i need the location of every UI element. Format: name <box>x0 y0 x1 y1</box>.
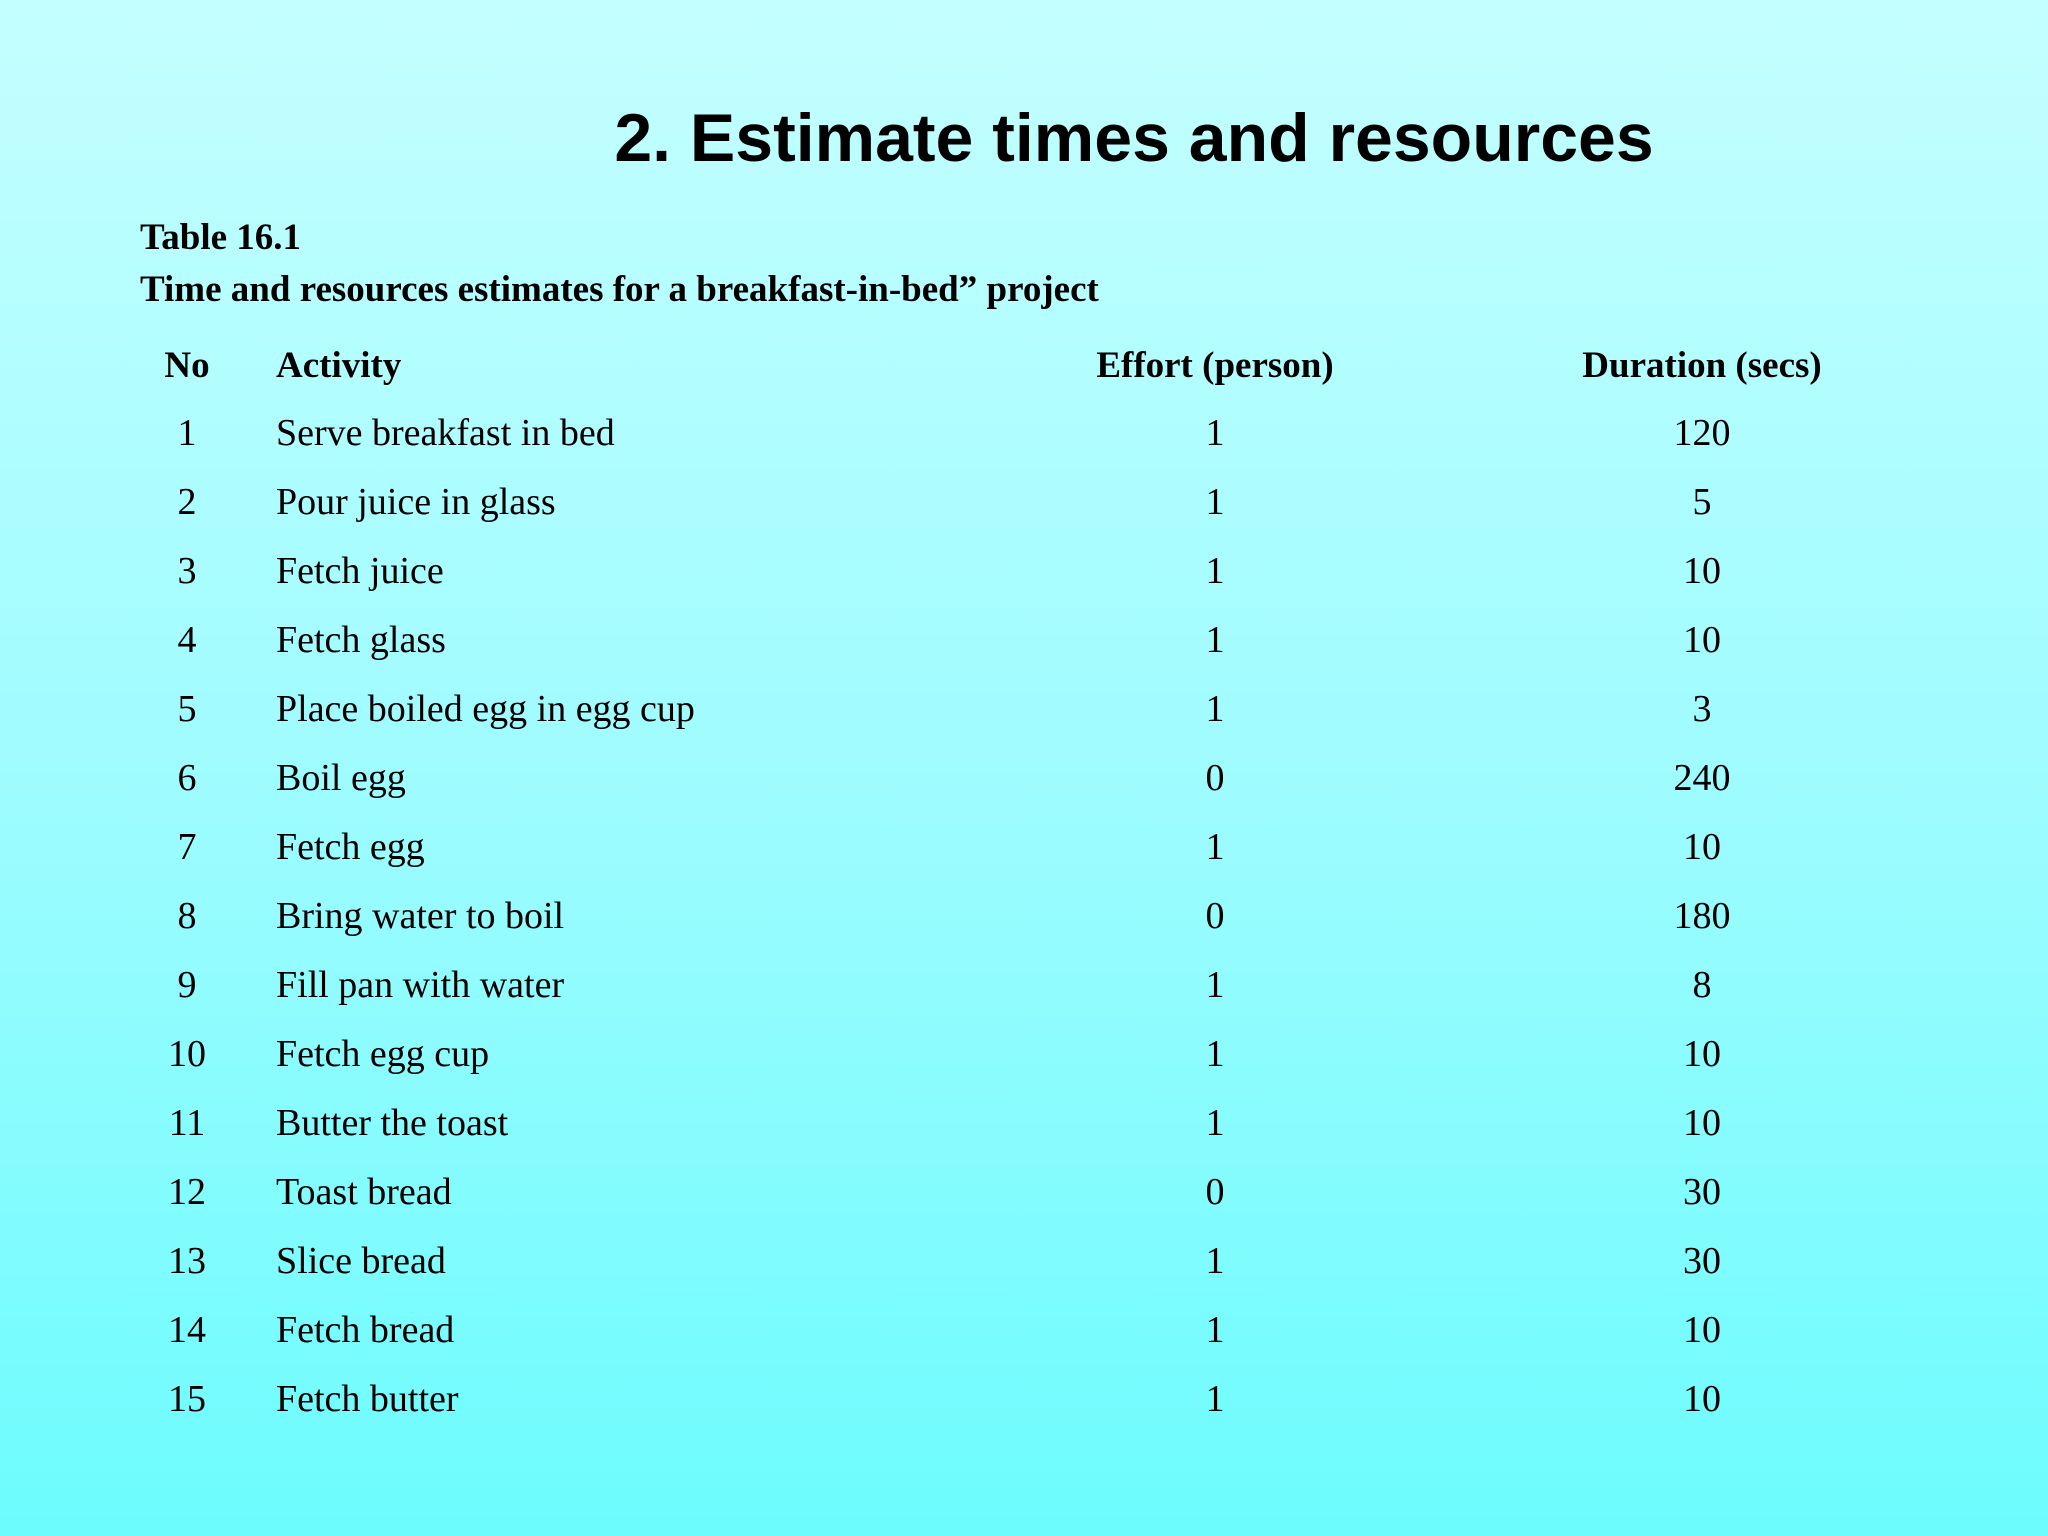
table-label: Table 16.1 <box>140 217 302 258</box>
table-row <box>0 819 2048 888</box>
table-row <box>0 474 2048 543</box>
cell-no: 12 <box>168 1171 206 1213</box>
table-row <box>0 1302 2048 1371</box>
cell-activity: Fetch egg <box>276 826 425 868</box>
cell-activity: Pour juice in glass <box>276 481 556 523</box>
cell-activity: Serve breakfast in bed <box>276 412 615 454</box>
cell-duration: 10 <box>1683 1378 1721 1420</box>
cell-no: 1 <box>177 412 197 454</box>
header-no: No <box>164 345 210 386</box>
cell-activity: Toast bread <box>276 1171 452 1213</box>
table-row <box>0 1233 2048 1302</box>
table-row <box>0 957 2048 1026</box>
cell-duration: 240 <box>1673 757 1731 799</box>
cell-no: 5 <box>177 688 197 730</box>
cell-no: 2 <box>177 481 197 523</box>
cell-no: 10 <box>168 1033 206 1075</box>
cell-duration: 180 <box>1673 895 1731 937</box>
cell-activity: Fetch glass <box>276 619 446 661</box>
cell-no: 14 <box>168 1309 206 1351</box>
table-row <box>0 405 2048 474</box>
table-row <box>0 888 2048 957</box>
table-caption: Time and resources estimates for a breakfast-in-bed” project <box>140 269 1099 310</box>
slide-title: 2. Estimate times and resources <box>614 100 1654 176</box>
cell-effort: 1 <box>1205 550 1225 592</box>
cell-no: 3 <box>177 550 197 592</box>
cell-no: 13 <box>168 1240 206 1282</box>
cell-duration: 10 <box>1683 1033 1721 1075</box>
cell-effort: 0 <box>1205 757 1225 799</box>
table-row <box>0 543 2048 612</box>
cell-no: 4 <box>177 619 197 661</box>
cell-effort: 1 <box>1205 481 1225 523</box>
cell-effort: 1 <box>1205 1033 1225 1075</box>
cell-effort: 1 <box>1205 688 1225 730</box>
cell-activity: Boil egg <box>276 757 406 799</box>
cell-activity: Fetch egg cup <box>276 1033 490 1075</box>
cell-no: 6 <box>177 757 197 799</box>
cell-activity: Butter the toast <box>276 1102 509 1144</box>
cell-effort: 1 <box>1205 412 1225 454</box>
cell-no: 9 <box>177 964 197 1006</box>
cell-duration: 120 <box>1673 412 1731 454</box>
cell-duration: 30 <box>1683 1240 1721 1282</box>
cell-duration: 3 <box>1692 688 1712 730</box>
table-row <box>0 1026 2048 1095</box>
header-activity: Activity <box>276 345 402 386</box>
cell-activity: Place boiled egg in egg cup <box>276 688 695 730</box>
table-header-row <box>0 338 2048 396</box>
table-row <box>0 1164 2048 1233</box>
cell-effort: 0 <box>1205 895 1225 937</box>
cell-activity: Fetch juice <box>276 550 444 592</box>
cell-activity: Bring water to boil <box>276 895 565 937</box>
cell-activity: Fetch butter <box>276 1378 459 1420</box>
cell-effort: 1 <box>1205 964 1225 1006</box>
header-effort: Effort (person) <box>1096 345 1334 386</box>
cell-effort: 1 <box>1205 1102 1225 1144</box>
cell-no: 8 <box>177 895 197 937</box>
cell-activity: Fetch bread <box>276 1309 455 1351</box>
cell-duration: 10 <box>1683 550 1721 592</box>
cell-duration: 8 <box>1692 964 1712 1006</box>
cell-effort: 1 <box>1205 1378 1225 1420</box>
table-row <box>0 1371 2048 1440</box>
cell-activity: Slice bread <box>276 1240 446 1282</box>
cell-activity: Fill pan with water <box>276 964 565 1006</box>
table-row <box>0 681 2048 750</box>
cell-duration: 10 <box>1683 826 1721 868</box>
table-row <box>0 750 2048 819</box>
cell-no: 15 <box>168 1378 206 1420</box>
cell-duration: 10 <box>1683 619 1721 661</box>
cell-duration: 30 <box>1683 1171 1721 1213</box>
table-row <box>0 612 2048 681</box>
cell-effort: 1 <box>1205 1240 1225 1282</box>
cell-effort: 1 <box>1205 1309 1225 1351</box>
cell-effort: 1 <box>1205 619 1225 661</box>
cell-no: 7 <box>177 826 197 868</box>
table-body <box>0 405 2048 1440</box>
cell-duration: 10 <box>1683 1102 1721 1144</box>
cell-effort: 1 <box>1205 826 1225 868</box>
table-row <box>0 1095 2048 1164</box>
cell-duration: 5 <box>1692 481 1712 523</box>
cell-effort: 0 <box>1205 1171 1225 1213</box>
header-duration: Duration (secs) <box>1582 345 1822 386</box>
cell-duration: 10 <box>1683 1309 1721 1351</box>
estimates-table <box>0 338 2048 1440</box>
cell-no: 11 <box>168 1102 206 1144</box>
